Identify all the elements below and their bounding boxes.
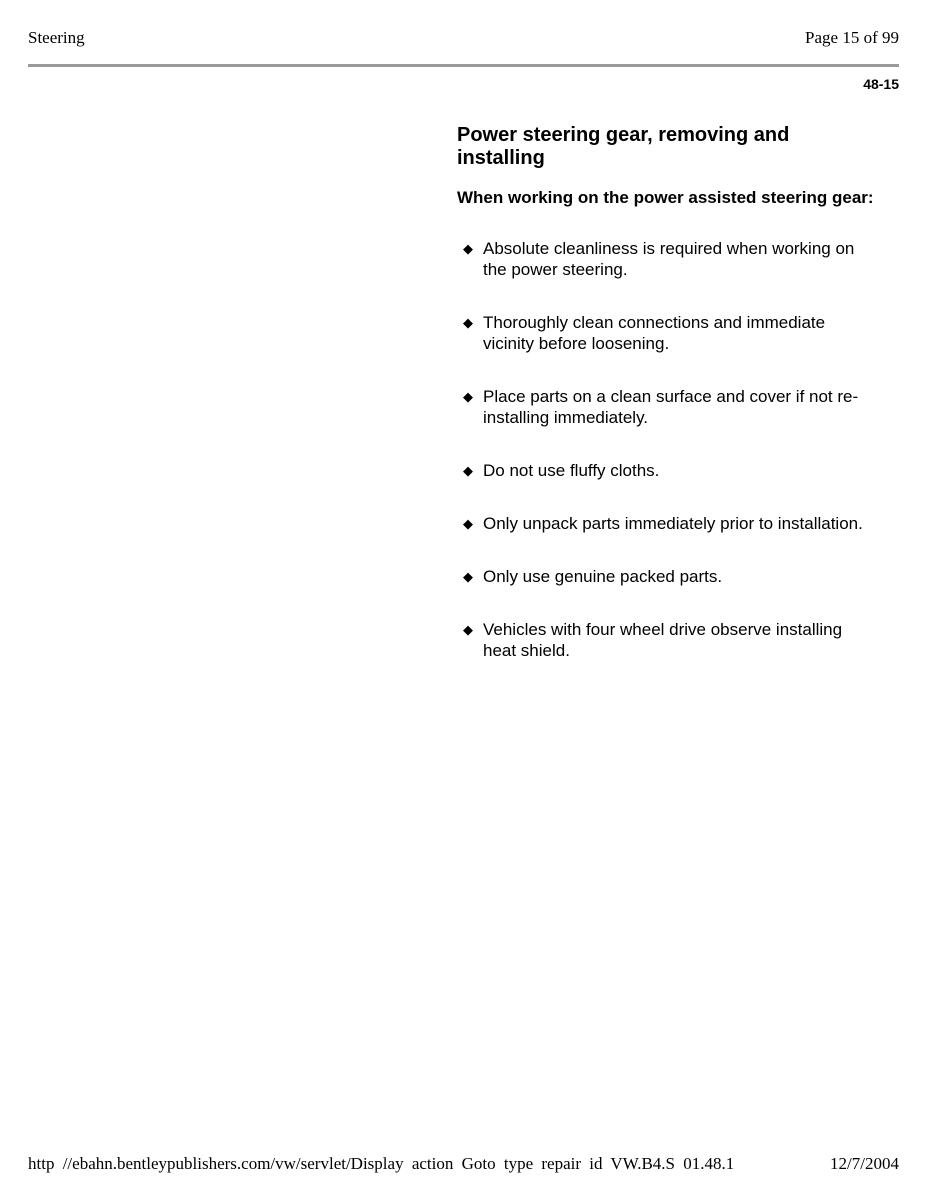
list-item: [457, 513, 877, 534]
diamond-bullet-icon: ◆: [463, 315, 473, 330]
footer-date: 12/7/2004: [830, 1154, 899, 1173]
list-item-text: Place parts on a clean surface and cover if not re-installing immediately.: [483, 387, 859, 427]
list-item-text: Absolute cleanliness is required when working on the power steering.: [483, 239, 855, 279]
list-item: [457, 386, 877, 428]
list-item-text: Only use genuine packed parts.: [483, 567, 723, 586]
list-item-text: Only unpack parts immediately prior to installation.: [483, 514, 863, 533]
diamond-bullet-icon: ◆: [463, 516, 473, 531]
header-page-number: Page 15 of 99: [805, 28, 899, 47]
header-divider: [28, 64, 899, 67]
section-subtitle: When working on the power assisted steering gear:: [457, 188, 874, 207]
instruction-list: [457, 238, 877, 661]
footer-url: http //ebahn.bentleypublishers.com/vw/servlet/Display action Goto type repair id VW.B4.S 01.48.1: [28, 1154, 735, 1173]
diamond-bullet-icon: ◆: [463, 569, 473, 584]
list-item: [457, 312, 877, 354]
diamond-bullet-icon: ◆: [463, 389, 473, 404]
diamond-bullet-icon: ◆: [463, 463, 473, 478]
list-item: [457, 619, 877, 661]
list-item: [457, 238, 877, 280]
list-item-text: Thoroughly clean connections and immediate vicinity before loosening.: [483, 313, 826, 353]
diamond-bullet-icon: ◆: [463, 241, 473, 256]
page-code: 48-15: [863, 76, 899, 92]
header-section-title: Steering: [28, 28, 85, 47]
list-item-text: Vehicles with four wheel drive observe installing heat shield.: [483, 620, 843, 660]
main-content: [457, 124, 877, 693]
list-item-text: Do not use fluffy cloths.: [483, 461, 660, 480]
diamond-bullet-icon: ◆: [463, 622, 473, 637]
list-item: [457, 460, 877, 481]
list-item: [457, 566, 877, 587]
page-title: Power steering gear, removing and installing: [457, 124, 790, 169]
